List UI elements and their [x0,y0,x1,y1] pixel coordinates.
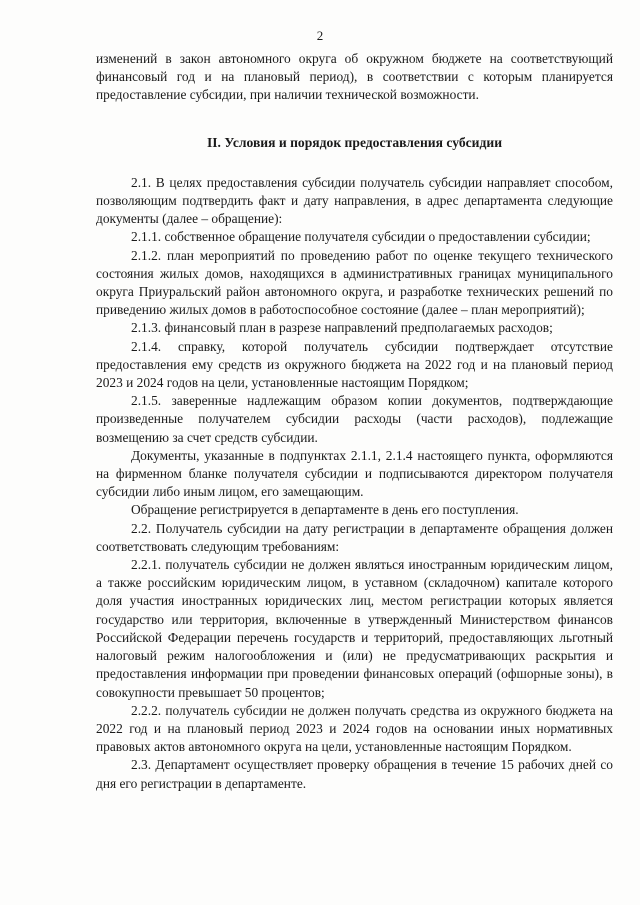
document-body [96,50,613,793]
paragraph-2-1-3: 2.1.3. финансовый план в разрезе направлений предполагаемых расходов; [131,320,553,336]
paragraph-2-1-5: 2.1.5. заверенные надлежащим образом копии документов, подтверждающие произведенные получателем субсидии расходы (части расходов), подлежащие возмещению за счет средств субсидии. [96,393,613,445]
paragraph-2-1: 2.1. В целях предоставления субсидии получатель субсидии направляет способом, позволяющим подтвердить факт и дату направления, в адрес департамента следующие документы (далее – обращение): [96,174,613,227]
paragraph-2-1-2: 2.1.2. план мероприятий по проведению работ по оценке текущего технического состояния жилых домов, находящихся в административных границах муниципального округа Приуральский район автономного округа, и разработке технических решений по приведению жилых домов в работоспособное состояние (далее – план мероприятий); [96,247,613,318]
paragraph-2-3: 2.3. Департамент осуществляет проверку обращения в течение 15 рабочих дней со дня его регистрации в департаменте. [96,757,613,791]
page-number: 2 [316,28,324,43]
paragraph-2-2-1: 2.2.1. получатель субсидии не должен являться иностранным юридическим лицом, а также российским юридическим лицом, в уставном (складочном) капитале которого доля участия иностранных юридических лиц, местом регистрации которых является государство или территория, включенные в утвержденный Министерством финансов Российской Федерации перечень государств и территорий, предоставляющих льготный налоговый режим налогообложения и (или) не предусматривающих раскрытия и предоставления информации при проведении финансовых операций (офшорные зоны), в совокупности превышает 50 процентов; [96,557,613,700]
paragraph-continuation: изменений в закон автономного округа об окружном бюджете на соответствующий финансовый год и на плановый период), в соответствии с которым планируется предоставление субсидии, при наличии технической возможности. [96,51,613,103]
paragraph-documents-note: Документы, указанные в подпунктах 2.1.1, 2.1.4 настоящего пункта, оформляются на фирменном бланке получателя субсидии и подписываются директором получателя субсидии либо иным лицом, его замещающим. [96,447,613,500]
paragraph-2-1-4: 2.1.4. справку, которой получатель субсидии подтверждает отсутствие предоставления ему средств из окружного бюджета на 2022 год и на плановый период 2023 и 2024 годов на цели, установленные настоящим Порядком; [96,338,613,391]
paragraph-registration-note: Обращение регистрируется в департаменте в день его поступления. [131,502,519,518]
section-title: II. Условия и порядок предоставления субсидии [206,134,503,150]
paragraph-2-1-1: 2.1.1. собственное обращение получателя субсидии о предоставлении субсидии; [131,229,591,245]
paragraph-2-2: 2.2. Получатель субсидии на дату регистрации в департаменте обращения должен соответствовать следующим требованиям: [96,520,613,554]
paragraph-2-2-2: 2.2.2. получатель субсидии не должен получать средства из окружного бюджета на 2022 год и на плановый период 2023 и 2024 годов на основании иных нормативных правовых актов автономного округа на цели, установленные настоящим Порядком. [96,702,613,755]
